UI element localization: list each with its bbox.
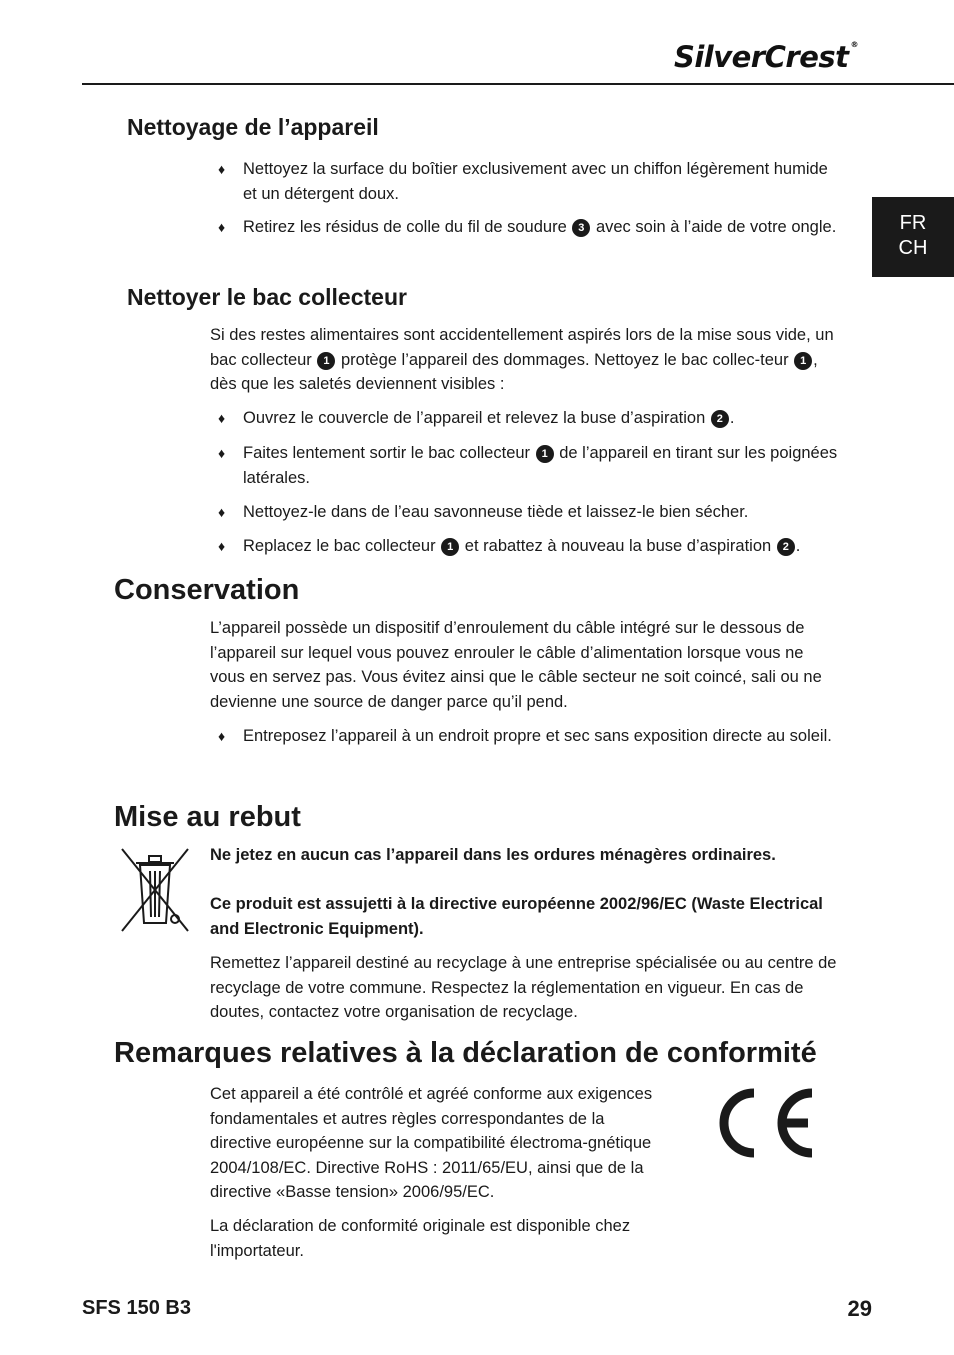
part-number-badge: 1	[536, 445, 554, 463]
bullet-text: Faites lentement sortir le bac collecteur 1 de l’appareil en tirant sur les poignées latérales.	[243, 444, 838, 487]
language-tab	[872, 197, 954, 277]
heading-nettoyer-bac: Nettoyer le bac collecteur	[127, 284, 407, 310]
list-item	[218, 215, 842, 240]
weee-crossed-bin-icon	[118, 845, 192, 937]
paragraph-conformite: Cet appareil a été contrôlé et agréé conforme aux exigences fondamentales et autres règles correspondantes de la directive européenne sur la compatibilité électroma-gnétique 2004/108/EC. Directive RoHS : 2011/65/EU, ainsi que de la directive «Basse tension» 2006/95/EC.	[210, 1085, 653, 1201]
part-number-badge: 1	[441, 538, 459, 556]
brand-logo	[674, 40, 858, 74]
heading-mise-au-rebut: Mise au rebut	[114, 801, 301, 833]
bullet-text: Ouvrez le couvercle de l’appareil et relevez la buse d’aspiration 2 .	[243, 409, 735, 427]
list-item	[218, 534, 842, 559]
registered-mark: ®	[850, 40, 858, 49]
part-number-badge: 1	[794, 352, 812, 370]
bullet-text: Retirez les résidus de colle du fil de soudure 3 avec soin à l’aide de votre ongle.	[243, 218, 837, 236]
footer-model-number: SFS 150 B3	[82, 1297, 191, 1319]
ce-mark-icon	[710, 1084, 820, 1162]
paragraph-declaration: La déclaration de conformité originale est disponible chez l'importateur.	[210, 1217, 631, 1260]
paragraph-bac-intro: Si des restes alimentaires sont accidentellement aspirés lors de la mise sous vide, un bac collecteur 1 protège l’appareil des dommages. Nettoyez le bac collec-teur 1 , dès que les saletés deviennent visibles :	[210, 326, 834, 393]
diamond-bullet-icon: ♦	[218, 219, 226, 235]
brand-name: SilverCrest	[673, 40, 849, 74]
lang-ch: CH	[898, 237, 928, 259]
lang-fr: FR	[899, 212, 927, 234]
diamond-bullet-icon: ♦	[218, 445, 226, 461]
part-number-badge: 2	[777, 538, 795, 556]
list-item	[218, 157, 842, 206]
warning-weee-directive: Ce produit est assujetti à la directive européenne 2002/96/EC (Waste Electrical and Electronic Equipment).	[210, 895, 823, 938]
list-item	[218, 406, 842, 431]
bullet-text: Nettoyez-le dans de l’eau savonneuse tiède et laissez-le bien sécher.	[243, 503, 749, 521]
warning-household-waste: Ne jetez en aucun cas l’appareil dans les ordures ménagères ordinaires.	[210, 846, 776, 864]
diamond-bullet-icon: ♦	[218, 538, 226, 554]
bullet-text: Nettoyez la surface du boîtier exclusivement avec un chiffon légèrement humide et un détergent doux.	[243, 160, 828, 203]
heading-conformite: Remarques relatives à la déclaration de conformité	[114, 1037, 817, 1069]
bullet-text: Replacez le bac collecteur 1 et rabattez à nouveau la buse d’aspiration 2 .	[243, 537, 801, 555]
diamond-bullet-icon: ♦	[218, 161, 226, 177]
paragraph-recyclage: Remettez l’appareil destiné au recyclage à une entreprise spécialisée ou au centre de recyclage de votre commune. Respectez la réglementation en vigueur. En cas de doutes, contactez votre organisation de recyclage.	[210, 954, 837, 1021]
diamond-bullet-icon: ♦	[218, 728, 226, 744]
bullet-text: Entreposez l’appareil à un endroit propre et sec sans exposition directe au soleil.	[243, 727, 832, 745]
part-number-badge: 3	[572, 219, 590, 237]
list-item	[218, 724, 842, 749]
diamond-bullet-icon: ♦	[218, 410, 226, 426]
header-rule	[82, 83, 954, 85]
page-number: 29	[847, 1296, 872, 1321]
paragraph-conservation: L’appareil possède un dispositif d’enroulement du câble intégré sur le dessous de l’appareil sur lequel vous pouvez enrouler le câble d’alimentation lorsque vous ne vous en servez pas. Vous évitez ainsi que le câble secteur ne soit coincé, sali ou ne devienne une source de danger parce qu’il pend.	[210, 619, 822, 711]
part-number-badge: 2	[711, 410, 729, 428]
list-item	[218, 441, 842, 490]
list-item	[218, 500, 842, 525]
heading-conservation: Conservation	[114, 574, 300, 606]
part-number-badge: 1	[317, 352, 335, 370]
diamond-bullet-icon: ♦	[218, 504, 226, 520]
heading-nettoyage-appareil: Nettoyage de l’appareil	[127, 114, 379, 140]
